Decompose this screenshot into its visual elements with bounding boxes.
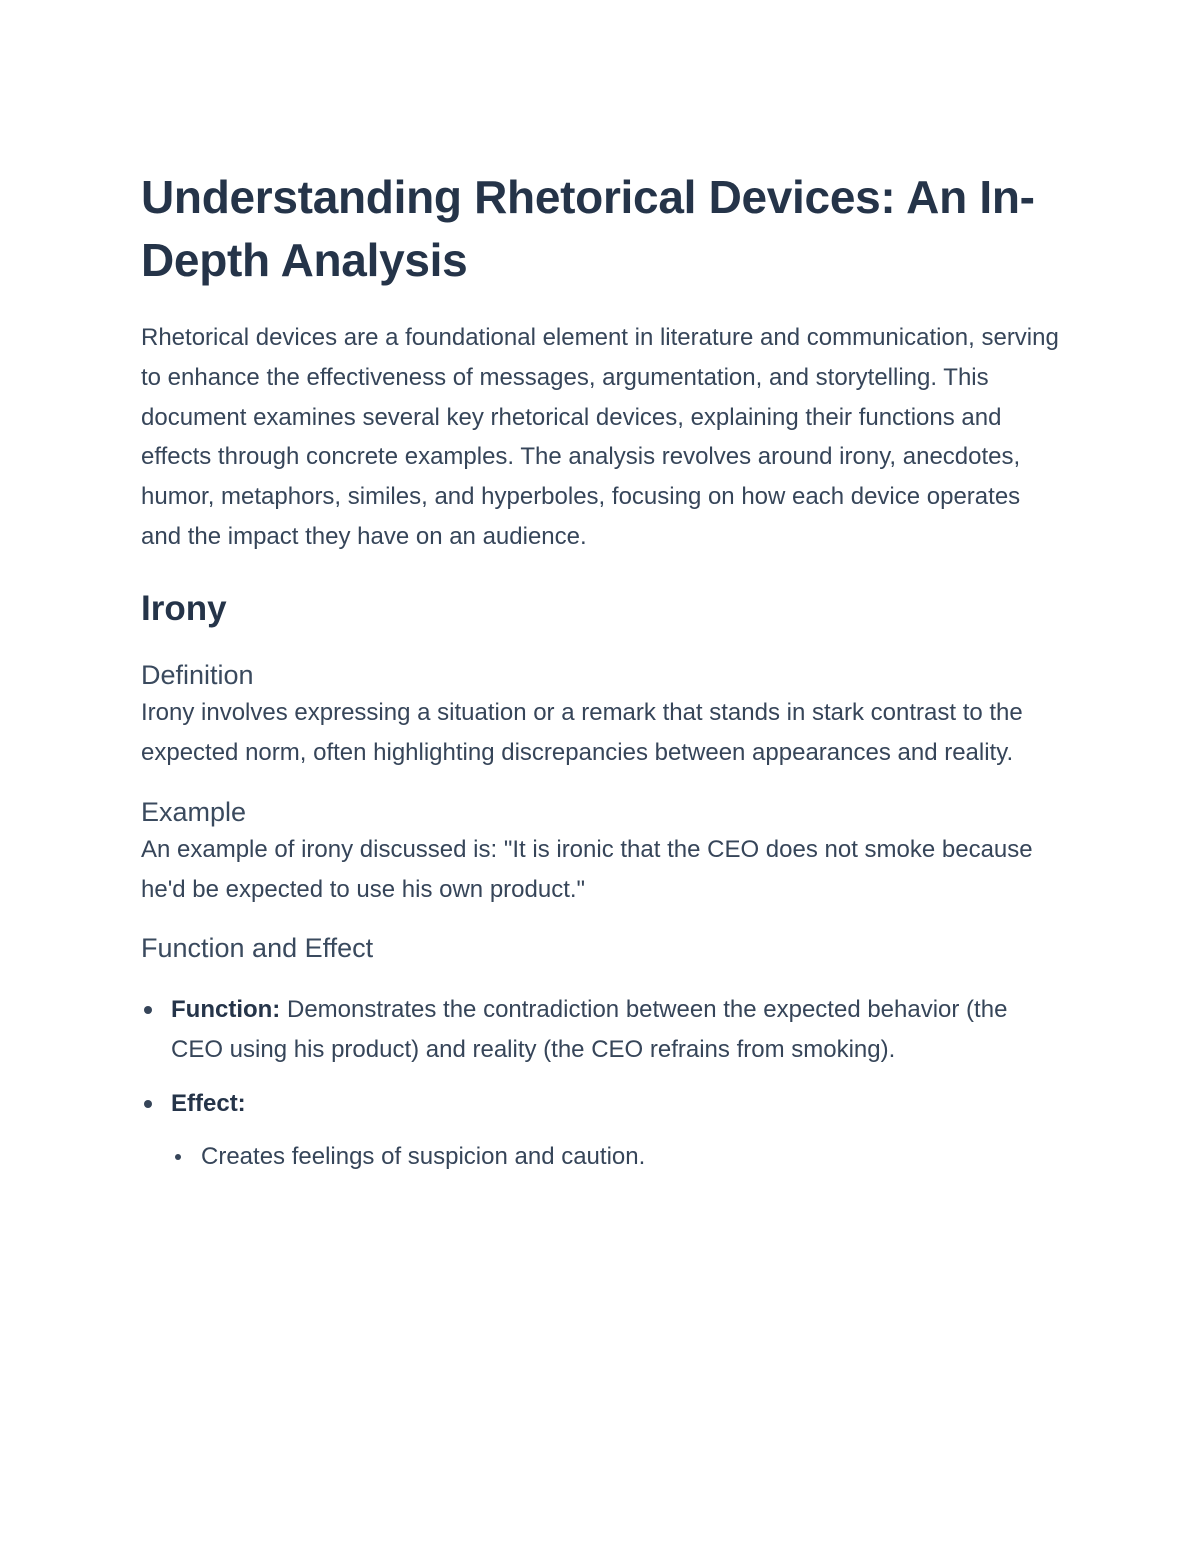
example-paragraph: An example of irony discussed is: "It is ironic that the CEO does not smoke because he'd be expected to use his own product." bbox=[141, 836, 1033, 904]
subheading-function-and-effect: Function and Effect bbox=[141, 932, 374, 963]
subheading-example: Example bbox=[141, 797, 247, 828]
effect-sublist bbox=[171, 1137, 1066, 1177]
function-text: Demonstrates the contradiction between the expected behavior (the CEO using his product) and reality (the CEO refrains from smoking). bbox=[171, 995, 1008, 1063]
function-effect-list bbox=[141, 990, 1066, 1177]
subheading-definition: Definition bbox=[141, 659, 254, 690]
effect-term: Effect: bbox=[171, 1089, 246, 1117]
document-page bbox=[141, 166, 1066, 1177]
effect-subitem: Creates feelings of suspicion and caution. bbox=[171, 1137, 1066, 1177]
function-term: Function: bbox=[171, 995, 281, 1023]
document-title: Understanding Rhetorical Devices: An In-Depth Analysis bbox=[141, 171, 1035, 286]
intro-paragraph: Rhetorical devices are a foundational element in literature and communication, serving to enhance the effectiveness of messages, argumentation, and storytelling. This document examines several key rhetorical devices, explaining their functions and effects through concrete examples. The analysis revolves around irony, anecdotes, humor, metaphors, similes, and hyperboles, focusing on how each device operates and the impact they have on an audience. bbox=[141, 324, 1059, 550]
list-item-function bbox=[141, 990, 1066, 1070]
list-item-effect bbox=[141, 1084, 1066, 1178]
definition-paragraph: Irony involves expressing a situation or a remark that stands in stark contrast to the expected norm, often highlighting discrepancies between appearances and reality. bbox=[141, 698, 1023, 766]
section-heading-irony: Irony bbox=[141, 588, 227, 628]
